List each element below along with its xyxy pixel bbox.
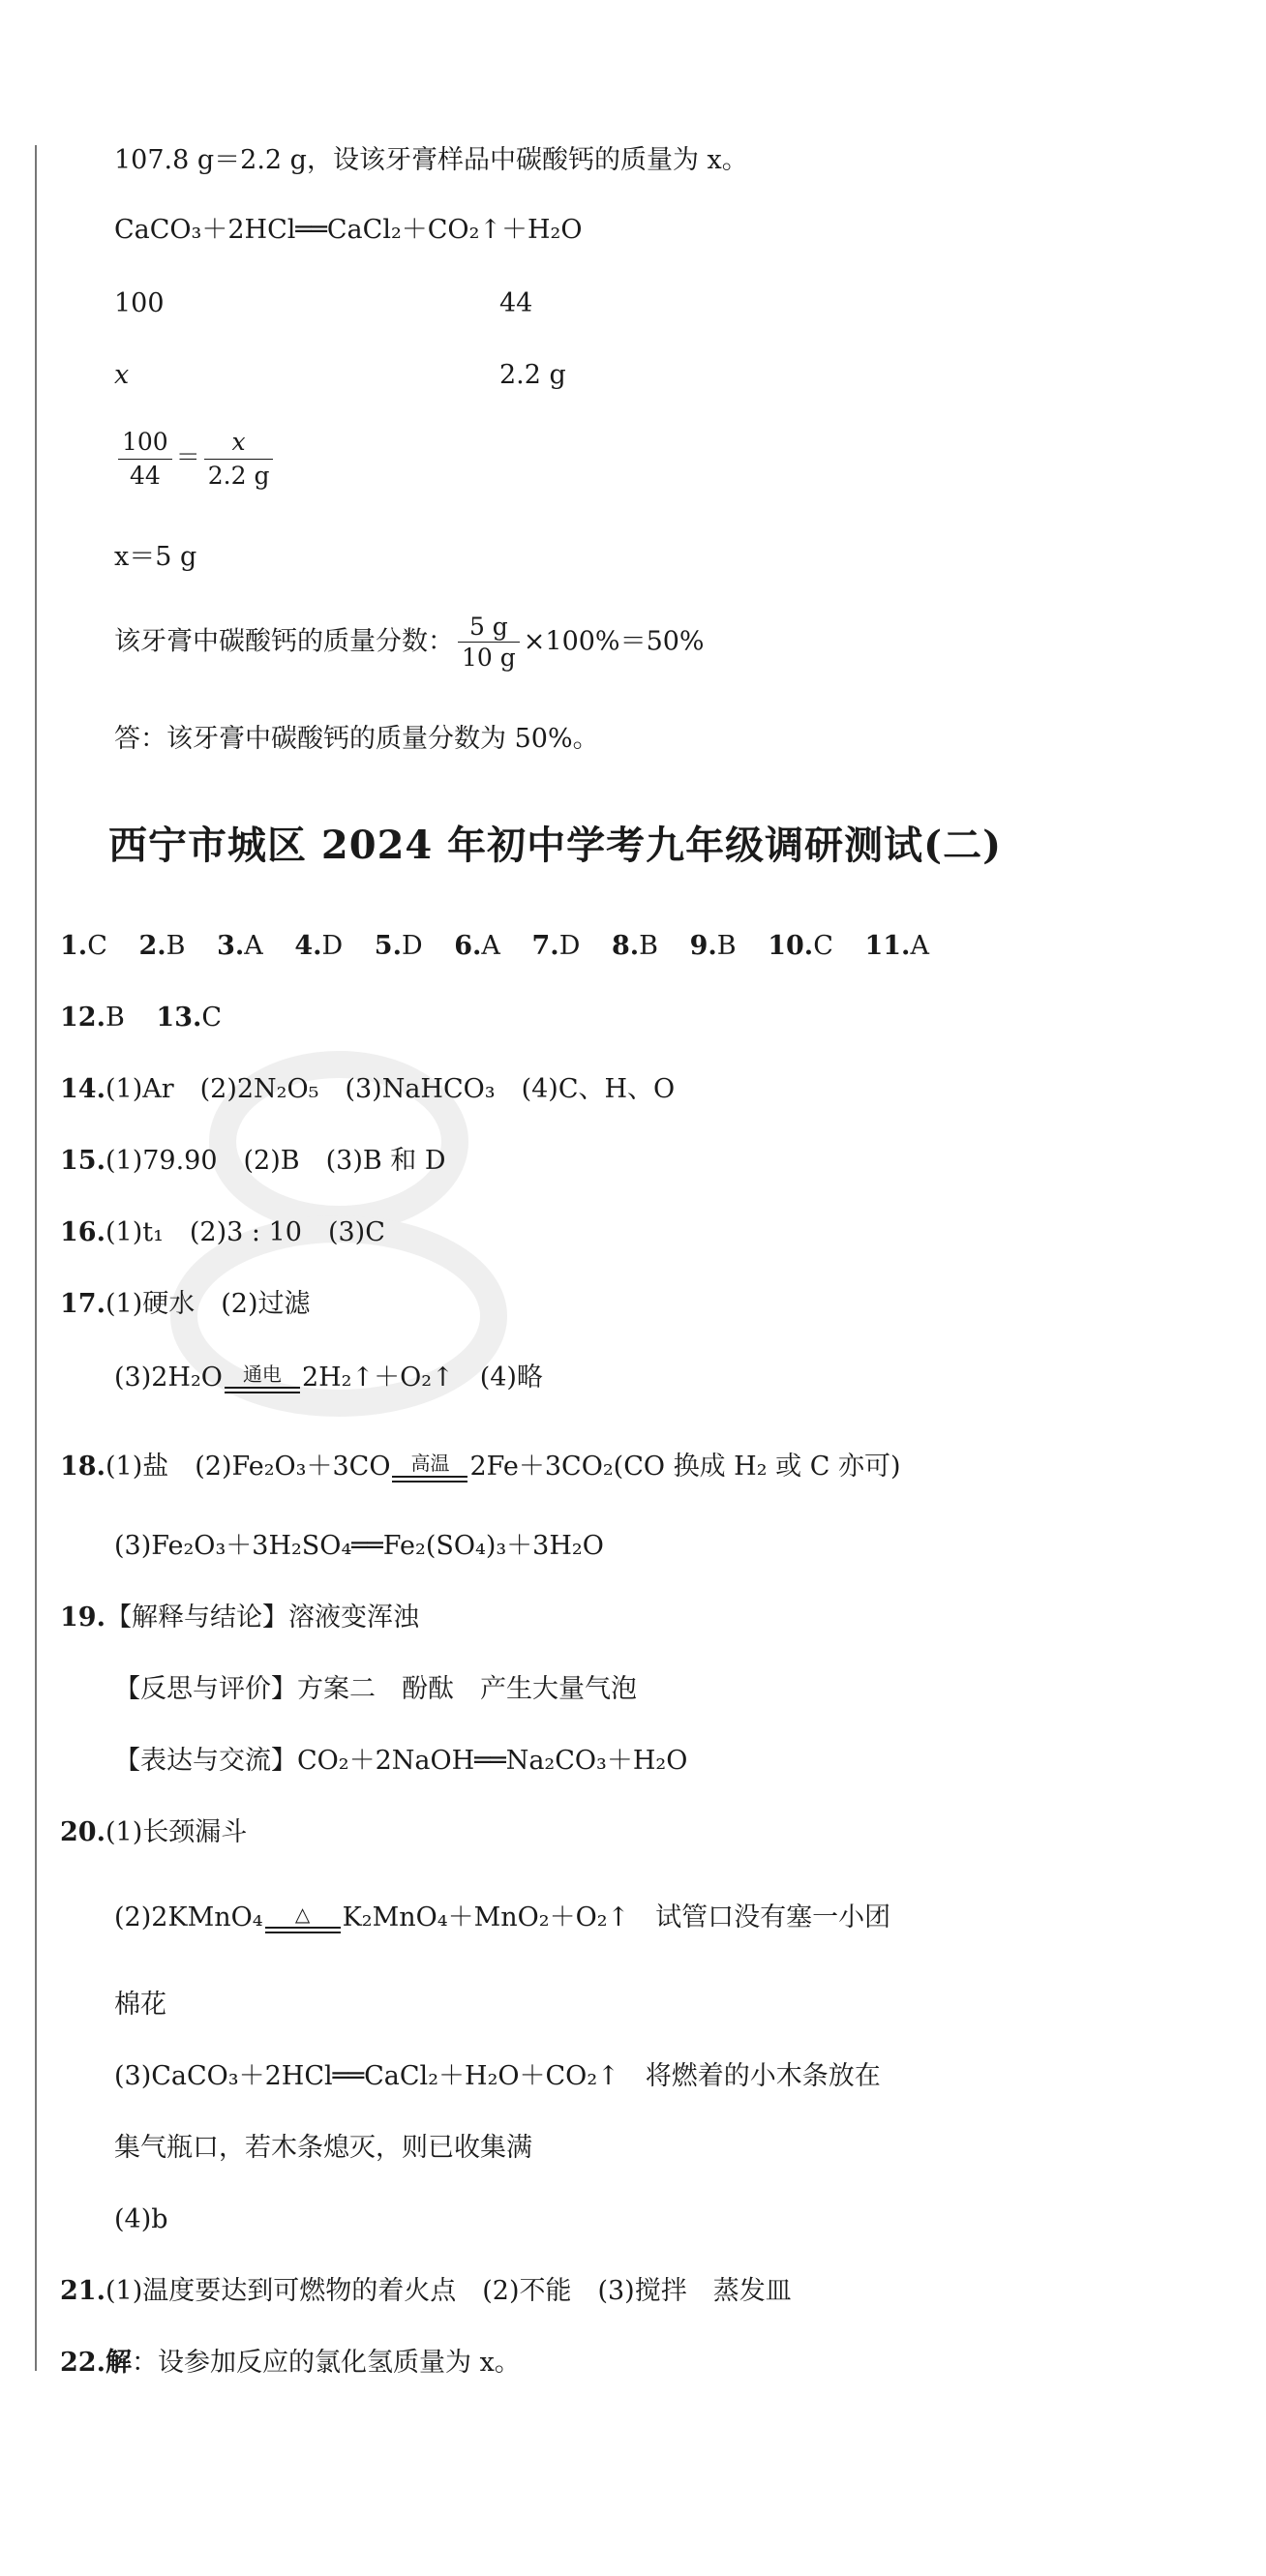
ratio-44: 44 bbox=[499, 288, 533, 318]
fraction-100-44: $\frac{100}{44}$ bbox=[118, 426, 172, 493]
answer-line: 答：该牙膏中碳酸钙的质量分数为 50%。 bbox=[114, 724, 599, 754]
answer-20-line-6: (4)b bbox=[114, 2204, 168, 2234]
condition-high-temp: 高温 bbox=[392, 1453, 467, 1483]
ratio-x: x bbox=[114, 360, 130, 390]
fraction-x-2-2g: $\frac{x}{2.2 g}$ bbox=[204, 426, 274, 493]
ratio-2-2g: 2.2 g bbox=[499, 360, 566, 390]
mc-answers-row-1: 1.C 2.B 3.A 4.D 5.D 6.A 7.D 8.B 9.B 10.C 11.A bbox=[60, 931, 929, 961]
answer-22: 22.解：设参加反应的氯化氢质量为 x。 bbox=[60, 2348, 521, 2378]
condition-heat: △ bbox=[265, 1903, 341, 1933]
reaction-equation: CaCO₃＋2HCl══CaCl₂＋CO₂↑＋H₂O bbox=[114, 215, 583, 245]
answer-20-line-4: (3)CaCO₃＋2HCl══CaCl₂＋H₂O＋CO₂↑ 将燃着的小木条放在 bbox=[114, 2061, 881, 2091]
section-title: 西宁市城区 2024 年初中学考九年级调研测试(二) bbox=[108, 823, 1003, 868]
condition-electrolysis: 通电 bbox=[225, 1363, 300, 1393]
answer-16: 16.(1)t₁ (2)3 : 10 (3)C bbox=[60, 1217, 385, 1247]
mc-answers-row-2: 12.B 13.C bbox=[60, 1003, 223, 1033]
answer-18-line-2: (3)Fe₂O₃＋3H₂SO₄══Fe₂(SO₄)₃＋3H₂O bbox=[114, 1531, 604, 1561]
answer-21: 21.(1)温度要达到可燃物的着火点 (2)不能 (3)搅拌 蒸发皿 bbox=[60, 2276, 792, 2306]
margin-rule bbox=[35, 145, 37, 2371]
answer-20-line-2: (2)2KMnO₄ △ K₂MnO₄＋MnO₂＋O₂↑ 试管口没有塞一小团 bbox=[114, 1902, 891, 1932]
answer-19: 19.【解释与结论】溶液变浑浊 bbox=[60, 1603, 419, 1632]
answer-17-equation: (3)2H₂O 通电 2H₂↑＋O₂↑ (4)略 bbox=[114, 1363, 543, 1393]
answer-18: 18.(1)盐 (2)Fe₂O₃＋3CO 高温 2Fe＋3CO₂(CO 换成 H₂ 或 C 亦可) bbox=[60, 1452, 901, 1482]
answer-19-line-3: 【表达与交流】CO₂＋2NaOH══Na₂CO₃＋H₂O bbox=[114, 1746, 688, 1776]
answer-17: 17.(1)硬水 (2)过滤 bbox=[60, 1289, 311, 1319]
ratio-100: 100 bbox=[114, 288, 165, 318]
answer-20: 20.(1)长颈漏斗 bbox=[60, 1817, 248, 1847]
calc-line-1: 107.8 g＝2.2 g，设该牙膏样品中碳酸钙的质量为 x。 bbox=[114, 145, 748, 175]
fraction-5g-10g: $\frac{5 g}{10 g}$ bbox=[458, 612, 520, 674]
answer-20-line-5: 集气瓶口，若木条熄灭，则已收集满 bbox=[114, 2133, 532, 2163]
answer-14: 14.(1)Ar (2)2N₂O₅ (3)NaHCO₃ (4)C、H、O bbox=[60, 1074, 676, 1104]
answer-19-line-2: 【反思与评价】方案二 酚酞 产生大量气泡 bbox=[114, 1674, 637, 1704]
result-x: x＝5 g bbox=[114, 542, 197, 572]
proportion-equation: $\frac{100}{44}$ ＝ $\frac{x}{2.2 g}$ bbox=[114, 426, 277, 493]
mass-fraction-line: 该牙膏中碳酸钙的质量分数： $\frac{5 g}{10 g}$ ×100%＝50% bbox=[114, 613, 705, 673]
answer-20-line-3: 棉花 bbox=[114, 1990, 166, 2020]
answer-15: 15.(1)79.90 (2)B (3)B 和 D bbox=[60, 1146, 446, 1176]
